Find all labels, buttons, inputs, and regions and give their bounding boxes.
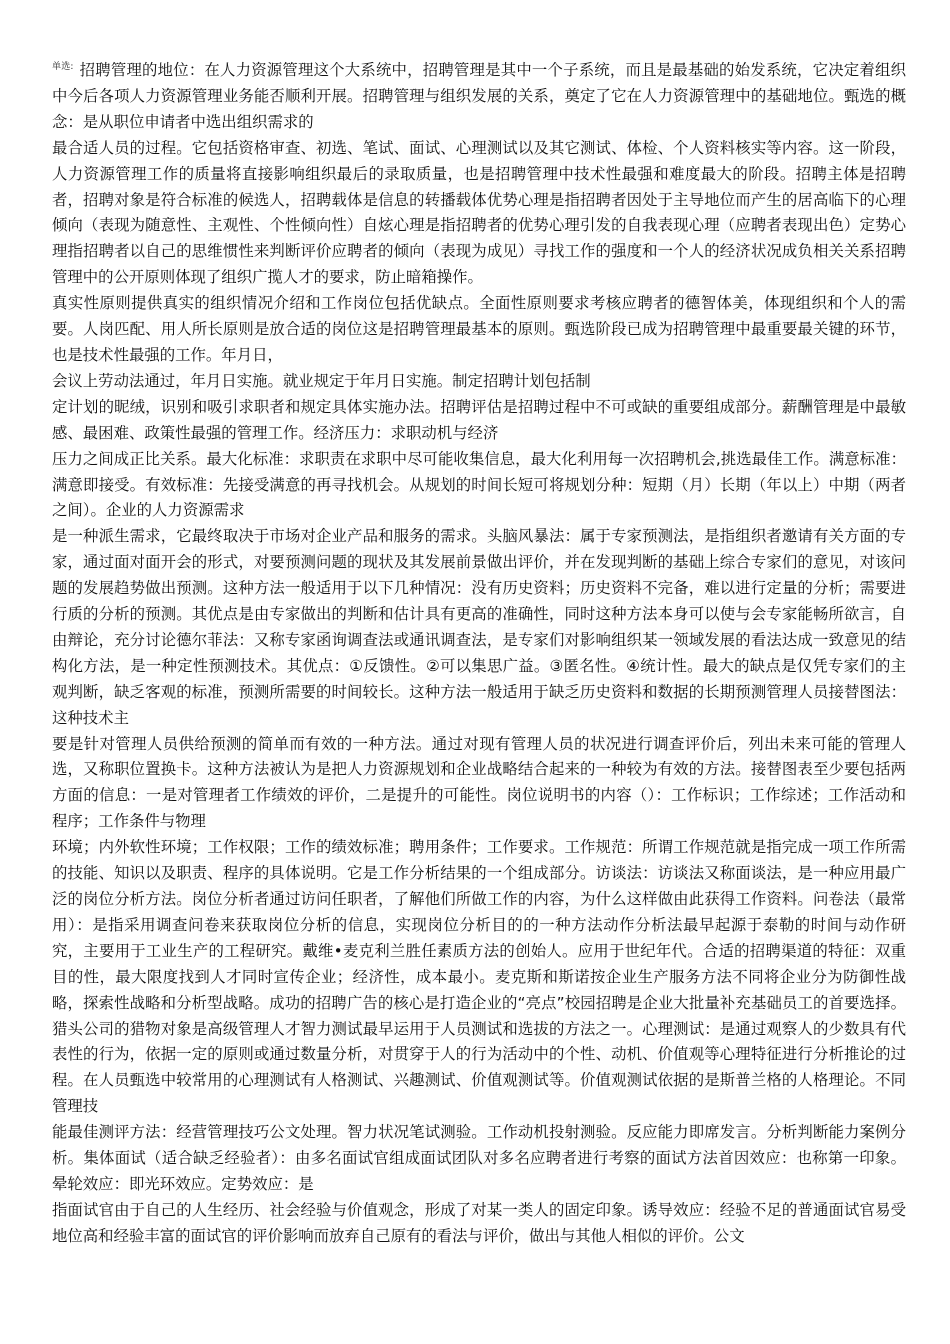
paragraph-1 <box>52 58 906 136</box>
document-page <box>52 58 906 1250</box>
question-type-tag: 单选: <box>52 62 74 72</box>
paragraph-5: 定计划的昵绒，识别和吸引求职者和规定具体实施办法。招聘评估是招聘过程中不可或缺的重要组成部分。薪酬管理是中最敏感、最困难、政策性最强的管理工作。经济压力：求职动机与经济 <box>52 397 906 442</box>
paragraph-8: 要是针对管理人员供给预测的简单而有效的一种方法。通过对现有管理人员的状况进行调查评价后，列出未来可能的管理人选，又称职位置换卡。这种方法被认为是把人力资源规划和企业战略结合起来的一种较为有效的方法。接替图表至少要包括两方面的信息：一是对管理者工作绩效的评价，二是提升的可能性。岗位说明书的内容（）：工作标识；工作综述；工作活动和程序；工作条件与物理 <box>52 734 906 831</box>
paragraph-9: 环境；内外软性环境；工作权限；工作的绩效标准；聘用条件；工作要求。工作规范：所谓工作规范就是指完成一项工作所需的技能、知识以及职责、程序的具体说明。它是工作分析结果的一个组成部分。访谈法：访谈法又称面谈法，是一种应用最广泛的岗位分析方法。岗位分析者通过访问任职者，了解他们所做工作的内容，为什么这样做由此获得工作资料。问卷法（最常用）：是指采用调查问卷来获取岗位分析的信息，实现岗位分析目的的一种方法动作分析法最早起源于泰勒的时间与动作研究，主要用于工业生产的工程研究。戴维•麦克利兰胜任素质方法的创始人。应用于世纪年代。合适的招聘渠道的特征：双重目的性，最大限度找到人才同时宣传企业；经济性，成本最小。麦克斯和斯诺按企业生产服务方法不同将企业分为防御性战略，探索性战略和分析型战略。成功的招聘广告的核心是打造企业的“亮点”校园招聘是企业大批量补充基础员工的首要选择。猎头公司的猎物对象是高级管理人才智力测试最早运用于人员测试和选拔的方法之一。心理测试：是通过观察人的少数具有代表性的行为，依据一定的原则或通过数量分析，对贯穿于人的行为活动中的个性、动机、价值观等心理特征进行分析推论的过程。在人员甄选中较常用的心理测试有人格测试、兴趣测试、价值观测试等。价值观测试依据的是斯普兰格的人格理论。不同管理技 <box>52 838 906 1116</box>
paragraph-6: 压力之间成正比关系。最大化标准：求职责在求职中尽可能收集信息，最大化利用每一次招聘机会,挑选最佳工作。满意标准：满意即接受。有效标准：先接受满意的再寻找机会。从规划的时间长短可将规划分种：短期（月）长期（年以上）中期（两者之间）。企业的人力资源需求 <box>52 449 906 520</box>
paragraph-2: 最合适人员的过程。它包括资格审查、初选、笔试、面试、心理测试以及其它测试、体检、个人资料核实等内容。这一阶段，人力资源管理工作的质量将直接影响组织最后的录取质量，也是招聘管理中技术性最强和难度最大的阶段。招聘主体是招聘者，招聘对象是符合标准的候选人，招聘载体是信息的转播载体优势心理是指招聘者因处于主导地位而产生的居高临下的心理倾向（表现为随意性、主观性、个性倾向性）自炫心理是指招聘者的优势心理引发的自我表现心理（应聘者表现出色）定势心理指招聘者以自己的思维惯性来判断评价应聘者的倾向（表现为成见）寻找工作的强度和一个人的经济状况成负相关关系招聘管理中的公开原则体现了组织广揽人才的要求，防止暗箱操作。 <box>52 138 906 287</box>
paragraph-10: 能最佳测评方法：经营管理技巧公文处理。智力状况笔试测验。工作动机投射测验。反应能力即席发言。分析判断能力案例分析。集体面试（适合缺乏经验者）：由多名面试官组成面试团队对多名应聘者进行考察的面试方法首因效应：也称第一印象。晕轮效应：即光环效应。定势效应：是 <box>52 1123 906 1193</box>
paragraph-1-text: 招聘管理的地位：在人力资源管理这个大系统中，招聘管理是其中一个子系统，而且是最基础的始发系统，它决定着组织中今后各项人力资源管理业务能否顺利开展。招聘管理与组织发展的关系，奠定了它在人力资源管理中的基础地位。甄选的概念：是从职位申请者中选出组织需求的 <box>52 61 906 131</box>
paragraph-7: 是一种派生需求，它最终取决于市场对企业产品和服务的需求。头脑风暴法：属于专家预测法，是指组织者邀请有关方面的专家，通过面对面开会的形式，对要预测问题的现状及其发展前景做出评价，并在发现判断的基础上综合专家们的意见，对该问题的发展趋势做出预测。这种方法一般适用于以下几种情况：没有历史资料；历史资料不完备，难以进行定量的分析；需要进行质的分析的预测。其优点是由专家做出的判断和估计具有更高的准确性，同时这种方法本身可以使与会专家能畅所欲言，自由辩论，充分讨论德尔菲法：又称专家函询调查法或通讯调查法，是专家们对影响组织某一领域发展的看法达成一致意见的结构化方法，是一种定性预测技术。其优点：①反馈性。②可以集思广益。③匿名性。④统计性。最大的缺点是仅凭专家们的主观判断，缺乏客观的标准，预测所需要的时间较长。这种方法一般适用于缺乏历史资料和数据的长期预测管理人员接替图法：这种技术主 <box>52 527 906 727</box>
paragraph-3: 真实性原则提供真实的组织情况介绍和工作岗位包括优缺点。全面性原则要求考核应聘者的德智体美，体现组织和个人的需要。人岗匹配、用人所长原则是放合适的岗位这是招聘管理最基本的原则。甄选阶段已成为招聘管理中最重要最关键的环节，也是技术性最强的工作。年月日， <box>52 294 906 364</box>
paragraph-4: 会议上劳动法通过，年月日实施。就业规定于年月日实施。制定招聘计划包括制 <box>52 371 591 390</box>
paragraph-11: 指面试官由于自己的人生经历、社会经验与价值观念，形成了对某一类人的固定印象。诱导效应：经验不足的普通面试官易受地位高和经验丰富的面试官的评价影响而放弃自己原有的看法与评价，做出与其他人相似的评价。公文 <box>52 1200 906 1245</box>
